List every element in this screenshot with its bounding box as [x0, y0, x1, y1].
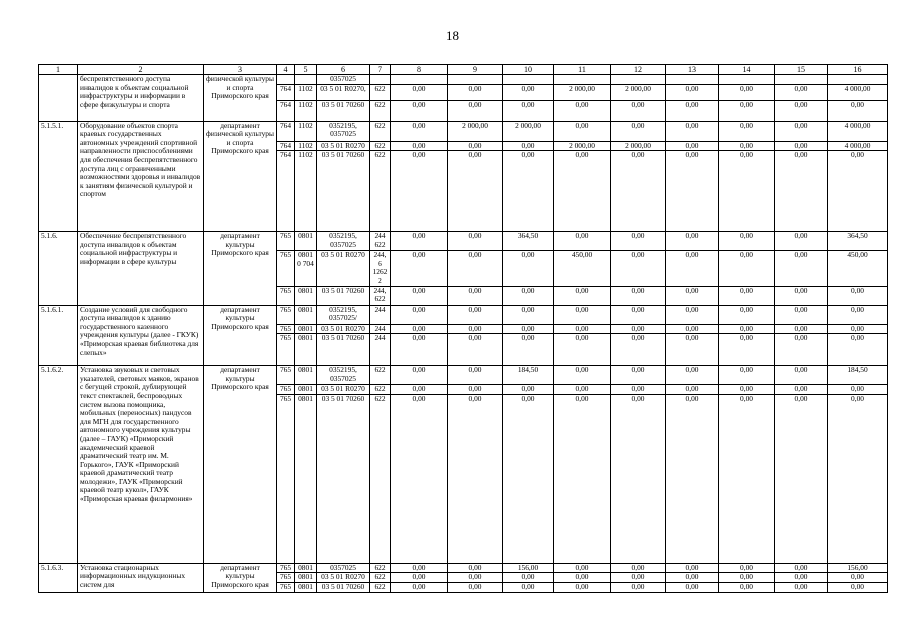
ministry-code: 765: [277, 286, 295, 305]
amount-cell: 0,00: [448, 100, 503, 121]
section-code: 0801: [295, 286, 317, 305]
target-article-code: 0357025: [317, 75, 370, 85]
amount-cell: 0,00: [828, 394, 888, 563]
amount-cell: 0,00: [775, 286, 828, 305]
amount-cell: 0,00: [554, 286, 611, 305]
target-article-code: 03 5 01 R0270: [317, 385, 370, 395]
expense-type-code: 622: [370, 563, 391, 573]
amount-cell: 0,00: [391, 151, 448, 232]
amount-cell: 0,00: [554, 334, 611, 366]
amount-cell: 0,00: [554, 305, 611, 324]
header-cell: 5: [295, 65, 317, 75]
item-executor: департамент физической культуры и спорта Приморского края: [204, 121, 277, 232]
item-name: Установка стационарных информационных индукционных систем для: [78, 563, 204, 592]
item-name: беспрепятственного доступа инвалидов к объектам социальной инфраструктуры и информации в сфере физкультуры и спорта: [78, 75, 204, 122]
amount-cell: 0,00: [611, 151, 666, 232]
target-article-code: 0352195, 0357025: [317, 366, 370, 385]
ministry-code: 765: [277, 232, 295, 251]
amount-cell: 0,00: [503, 286, 554, 305]
amount-cell: 0,00: [775, 251, 828, 286]
expense-type-code: 622: [370, 385, 391, 395]
amount-cell: 0,00: [448, 286, 503, 305]
item-number: 5.1.6.1.: [39, 305, 78, 366]
item-name: Обеспечение беспрепятственного доступа инвалидов к объектам социальной инфраструктуры и информации в сфере культуры: [78, 232, 204, 305]
item-executor: департамент культуры Приморского края: [204, 366, 277, 564]
header-cell: 9: [448, 65, 503, 75]
ministry-code: [277, 75, 295, 85]
amount-cell: 4 000,00: [828, 141, 888, 151]
amount-cell: 4 000,00: [828, 84, 888, 100]
amount-cell: 0,00: [611, 121, 666, 141]
amount-cell: 0,00: [448, 251, 503, 286]
amount-cell: 0,00: [391, 582, 448, 592]
target-article-code: 03 5 01 R0270: [317, 573, 370, 583]
amount-cell: 0,00: [719, 232, 775, 251]
table-row: [39, 563, 888, 573]
amount-cell: 0,00: [611, 334, 666, 366]
amount-cell: 0,00: [775, 324, 828, 334]
section-code: 0801: [295, 232, 317, 251]
amount-cell: 0,00: [503, 141, 554, 151]
item-number: [39, 75, 78, 122]
item-name: Установка звуковых и световых указателей, световых маяков, экранов с бегущей строкой, дублирующей текст спектаклей, беспроводных систем вызова помощника, мобильных (переносных) пандусов для МГН для государственного автономного учреждения культуры (далее – ГАУК) «Приморский академический краевой драматический театр им. М. Горького», ГАУК «Приморский краевой драматический театр молодежи», ГАУК «Приморский краевой театр кукол», ГАУК «Приморская краевая филармония»: [78, 366, 204, 564]
amount-cell: 0,00: [828, 334, 888, 366]
amount-cell: 0,00: [391, 334, 448, 366]
ministry-code: 764: [277, 100, 295, 121]
header-cell: 6: [317, 65, 370, 75]
item-number: 5.1.5.1.: [39, 121, 78, 232]
amount-cell: 0,00: [391, 573, 448, 583]
amount-cell: 0,00: [554, 563, 611, 573]
page-number: 18: [446, 28, 459, 43]
section-code: 08010 704: [295, 251, 317, 286]
amount-cell: 0,00: [448, 141, 503, 151]
header-row: [39, 65, 888, 75]
amount-cell: 450,00: [554, 251, 611, 286]
amount-cell: 0,00: [719, 141, 775, 151]
section-code: [295, 75, 317, 85]
amount-cell: 0,00: [775, 151, 828, 232]
ministry-code: 764: [277, 121, 295, 141]
item-number: 5.1.6.2.: [39, 366, 78, 564]
ministry-code: 765: [277, 573, 295, 583]
amount-cell: 0,00: [611, 324, 666, 334]
amount-cell: 0,00: [391, 366, 448, 385]
ministry-code: 765: [277, 324, 295, 334]
ministry-code: 765: [277, 582, 295, 592]
ministry-code: 765: [277, 334, 295, 366]
table-row: [39, 121, 888, 141]
amount-cell: 0,00: [503, 334, 554, 366]
amount-cell: 0,00: [719, 121, 775, 141]
amount-cell: 0,00: [503, 84, 554, 100]
item-number: 5.1.6.3.: [39, 563, 78, 592]
amount-cell: 0,00: [666, 305, 719, 324]
amount-cell: 0,00: [611, 563, 666, 573]
amount-cell: 0,00: [828, 305, 888, 324]
amount-cell: 0,00: [666, 232, 719, 251]
amount-cell: 0,00: [719, 324, 775, 334]
amount-cell: 2 000,00: [448, 121, 503, 141]
target-article-code: 03 5 01 R0270: [317, 324, 370, 334]
header-cell: 1: [39, 65, 78, 75]
amount-cell: 0,00: [719, 582, 775, 592]
amount-cell: 0,00: [503, 151, 554, 232]
amount-cell: 184,50: [828, 366, 888, 385]
section-code: 1102: [295, 151, 317, 232]
target-article-code: 03 5 01 70260: [317, 334, 370, 366]
amount-cell: 156,00: [828, 563, 888, 573]
amount-cell: 0,00: [666, 251, 719, 286]
ministry-code: 765: [277, 385, 295, 395]
amount-cell: 0,00: [391, 232, 448, 251]
amount-cell: 450,00: [828, 251, 888, 286]
amount-cell: 0,00: [775, 366, 828, 385]
amount-cell: 0,00: [775, 232, 828, 251]
header-cell: 7: [370, 65, 391, 75]
amount-cell: 0,00: [554, 151, 611, 232]
expense-type-code: 622: [370, 366, 391, 385]
ministry-code: 765: [277, 563, 295, 573]
expense-type-code: 244: [370, 324, 391, 334]
amount-cell: 0,00: [666, 582, 719, 592]
section-code: 1102: [295, 121, 317, 141]
amount-cell: 0,00: [775, 394, 828, 563]
target-article-code: 03 5 01 R0270: [317, 251, 370, 286]
header-cell: 15: [775, 65, 828, 75]
amount-cell: 0,00: [775, 573, 828, 583]
amount-cell: 0,00: [554, 582, 611, 592]
amount-cell: 0,00: [448, 385, 503, 395]
amount-cell: 0,00: [719, 100, 775, 121]
amount-cell: 0,00: [391, 324, 448, 334]
amount-cell: 0,00: [828, 151, 888, 232]
amount-cell: 0,00: [554, 366, 611, 385]
amount-cell: 0,00: [448, 305, 503, 324]
header-cell: 16: [828, 65, 888, 75]
amount-cell: 0,00: [503, 385, 554, 395]
item-executor: департамент культуры Приморского края: [204, 563, 277, 592]
amount-cell: 0,00: [828, 385, 888, 395]
amount-cell: 2 000,00: [554, 84, 611, 100]
amount-cell: 0,00: [666, 100, 719, 121]
target-article-code: 03 5 01 70260: [317, 286, 370, 305]
header-cell: 12: [611, 65, 666, 75]
amount-cell: 0,00: [391, 100, 448, 121]
section-code: 1102: [295, 84, 317, 100]
amount-cell: 0,00: [775, 84, 828, 100]
amount-cell: 0,00: [719, 305, 775, 324]
target-article-code: 03 5 01 70260: [317, 151, 370, 232]
amount-cell: 0,00: [666, 573, 719, 583]
table-row: [39, 75, 888, 85]
item-executor: департамент культуры Приморского края: [204, 232, 277, 305]
expense-type-code: 622: [370, 573, 391, 583]
expense-type-code: 622: [370, 582, 391, 592]
amount-cell: 0,00: [775, 582, 828, 592]
ministry-code: 765: [277, 251, 295, 286]
target-article-code: 03 5 01 70260: [317, 394, 370, 563]
item-name: Создание условий для свободного доступа инвалидов к зданию государственного казенного учреждения культуры (далее - ГКУК) «Приморская краевая библиотека для слепых»: [78, 305, 204, 366]
header-cell: 8: [391, 65, 448, 75]
amount-cell: 0,00: [828, 573, 888, 583]
amount-cell: 0,00: [666, 394, 719, 563]
amount-cell: 0,00: [391, 141, 448, 151]
amount-cell: 0,00: [503, 305, 554, 324]
amount-cell: 0,00: [448, 573, 503, 583]
amount-cell: 0,00: [448, 84, 503, 100]
amount-cell: 0,00: [391, 563, 448, 573]
amount-cell: 0,00: [666, 366, 719, 385]
amount-cell: 2 000,00: [554, 141, 611, 151]
amount-cell: 0,00: [391, 121, 448, 141]
amount-cell: 0,00: [554, 100, 611, 121]
amount-cell: 2 000,00: [611, 84, 666, 100]
amount-cell: 0,00: [828, 286, 888, 305]
ministry-code: 764: [277, 151, 295, 232]
section-code: 0801: [295, 563, 317, 573]
header-cell: 14: [719, 65, 775, 75]
amount-cell: [611, 75, 666, 85]
header-cell: 13: [666, 65, 719, 75]
amount-cell: 0,00: [719, 334, 775, 366]
amount-cell: 0,00: [503, 324, 554, 334]
amount-cell: 0,00: [828, 100, 888, 121]
expense-type-code: 622: [370, 151, 391, 232]
amount-cell: 0,00: [554, 573, 611, 583]
amount-cell: 2 000,00: [503, 121, 554, 141]
amount-cell: 0,00: [666, 385, 719, 395]
amount-cell: 0,00: [666, 121, 719, 141]
amount-cell: 0,00: [503, 394, 554, 563]
amount-cell: 0,00: [775, 305, 828, 324]
amount-cell: 0,00: [666, 151, 719, 232]
amount-cell: 0,00: [448, 563, 503, 573]
amount-cell: 0,00: [503, 251, 554, 286]
expense-type-code: 244: [370, 305, 391, 324]
amount-cell: 0,00: [391, 385, 448, 395]
section-code: 0801: [295, 385, 317, 395]
ministry-code: 764: [277, 141, 295, 151]
amount-cell: 364,50: [503, 232, 554, 251]
amount-cell: 0,00: [775, 141, 828, 151]
amount-cell: 0,00: [554, 394, 611, 563]
amount-cell: 0,00: [391, 286, 448, 305]
amount-cell: 0,00: [391, 394, 448, 563]
expense-type-code: 622: [370, 84, 391, 100]
item-name: Оборудование объектов спорта краевых государственных автономных учреждений спортивной направленности приспособлениями для обеспечения беспрепятственного доступа лиц с ограниченными возможностями здоровья и инвалидов к занятиям физической культурой и спортом: [78, 121, 204, 232]
amount-cell: 0,00: [611, 100, 666, 121]
target-article-code: 0357025: [317, 563, 370, 573]
amount-cell: 0,00: [828, 582, 888, 592]
amount-cell: 0,00: [554, 385, 611, 395]
header-cell: 11: [554, 65, 611, 75]
item-executor: физической культуры и спорта Приморского края: [204, 75, 277, 122]
amount-cell: 0,00: [666, 141, 719, 151]
amount-cell: [448, 75, 503, 85]
section-code: 0801: [295, 582, 317, 592]
table-row: [39, 366, 888, 385]
section-code: 0801: [295, 394, 317, 563]
expense-type-code: 244: [370, 334, 391, 366]
amount-cell: 0,00: [448, 324, 503, 334]
amount-cell: 0,00: [719, 84, 775, 100]
amount-cell: 0,00: [719, 385, 775, 395]
program-table: [38, 64, 888, 593]
amount-cell: 4 000,00: [828, 121, 888, 141]
expense-type-code: 622: [370, 100, 391, 121]
expense-type-code: 244,6 12622: [370, 251, 391, 286]
target-article-code: 03 5 01 R0270,: [317, 84, 370, 100]
amount-cell: 0,00: [611, 385, 666, 395]
amount-cell: 0,00: [666, 84, 719, 100]
expense-type-code: 244, 622: [370, 286, 391, 305]
amount-cell: [828, 75, 888, 85]
expense-type-code: 622: [370, 121, 391, 141]
amount-cell: 0,00: [611, 366, 666, 385]
amount-cell: 0,00: [666, 563, 719, 573]
amount-cell: [775, 75, 828, 85]
amount-cell: 0,00: [719, 573, 775, 583]
amount-cell: 2 000,00: [611, 141, 666, 151]
amount-cell: 0,00: [448, 232, 503, 251]
amount-cell: 0,00: [611, 573, 666, 583]
amount-cell: 0,00: [828, 324, 888, 334]
amount-cell: 184,50: [503, 366, 554, 385]
item-executor: департамент культуры Приморского края: [204, 305, 277, 366]
amount-cell: 364,50: [828, 232, 888, 251]
target-article-code: 03 5 01 70260: [317, 100, 370, 121]
expense-type-code: 622: [370, 141, 391, 151]
ministry-code: 765: [277, 394, 295, 563]
amount-cell: 0,00: [448, 394, 503, 563]
amount-cell: 0,00: [554, 121, 611, 141]
ministry-code: 765: [277, 366, 295, 385]
amount-cell: 0,00: [719, 151, 775, 232]
amount-cell: [503, 75, 554, 85]
amount-cell: 0,00: [503, 582, 554, 592]
amount-cell: 0,00: [448, 151, 503, 232]
target-article-code: 0352195, 0357025: [317, 121, 370, 141]
amount-cell: 0,00: [775, 121, 828, 141]
amount-cell: 0,00: [391, 305, 448, 324]
amount-cell: 0,00: [503, 100, 554, 121]
target-article-code: 03 5 01 R0270: [317, 141, 370, 151]
amount-cell: [666, 75, 719, 85]
ministry-code: 765: [277, 305, 295, 324]
amount-cell: 0,00: [611, 251, 666, 286]
amount-cell: 0,00: [775, 563, 828, 573]
amount-cell: 0,00: [775, 334, 828, 366]
section-code: 0801: [295, 334, 317, 366]
amount-cell: 0,00: [666, 286, 719, 305]
amount-cell: 0,00: [666, 334, 719, 366]
amount-cell: 0,00: [611, 582, 666, 592]
section-code: 0801: [295, 573, 317, 583]
header-cell: 10: [503, 65, 554, 75]
amount-cell: 0,00: [554, 232, 611, 251]
amount-cell: 0,00: [611, 394, 666, 563]
header-cell: 2: [78, 65, 204, 75]
section-code: 0801: [295, 305, 317, 324]
amount-cell: 0,00: [719, 394, 775, 563]
amount-cell: 0,00: [666, 324, 719, 334]
section-code: 1102: [295, 100, 317, 121]
amount-cell: 0,00: [611, 305, 666, 324]
amount-cell: 156,00: [503, 563, 554, 573]
section-code: 0801: [295, 366, 317, 385]
header-cell: 4: [277, 65, 295, 75]
amount-cell: 0,00: [448, 366, 503, 385]
expense-type-code: 622: [370, 394, 391, 563]
section-code: 0801: [295, 324, 317, 334]
amount-cell: 0,00: [448, 334, 503, 366]
expense-type-code: 244 622: [370, 232, 391, 251]
amount-cell: 0,00: [611, 232, 666, 251]
item-number: 5.1.6.: [39, 232, 78, 305]
amount-cell: 0,00: [391, 84, 448, 100]
amount-cell: 0,00: [448, 582, 503, 592]
amount-cell: 0,00: [719, 563, 775, 573]
target-article-code: 0352195, 0357025: [317, 232, 370, 251]
amount-cell: 0,00: [775, 100, 828, 121]
amount-cell: 0,00: [719, 286, 775, 305]
amount-cell: [719, 75, 775, 85]
amount-cell: 0,00: [775, 385, 828, 395]
table-row: [39, 232, 888, 251]
amount-cell: 0,00: [503, 573, 554, 583]
amount-cell: 0,00: [611, 286, 666, 305]
section-code: 1102: [295, 141, 317, 151]
table-row: [39, 305, 888, 324]
header-cell: 3: [204, 65, 277, 75]
amount-cell: [554, 75, 611, 85]
target-article-code: 0352195, 0357025/: [317, 305, 370, 324]
amount-cell: 0,00: [391, 251, 448, 286]
expense-type-code: [370, 75, 391, 85]
target-article-code: 03 5 01 70260: [317, 582, 370, 592]
ministry-code: 764: [277, 84, 295, 100]
amount-cell: 0,00: [719, 251, 775, 286]
amount-cell: 0,00: [719, 366, 775, 385]
amount-cell: [391, 75, 448, 85]
amount-cell: 0,00: [554, 324, 611, 334]
